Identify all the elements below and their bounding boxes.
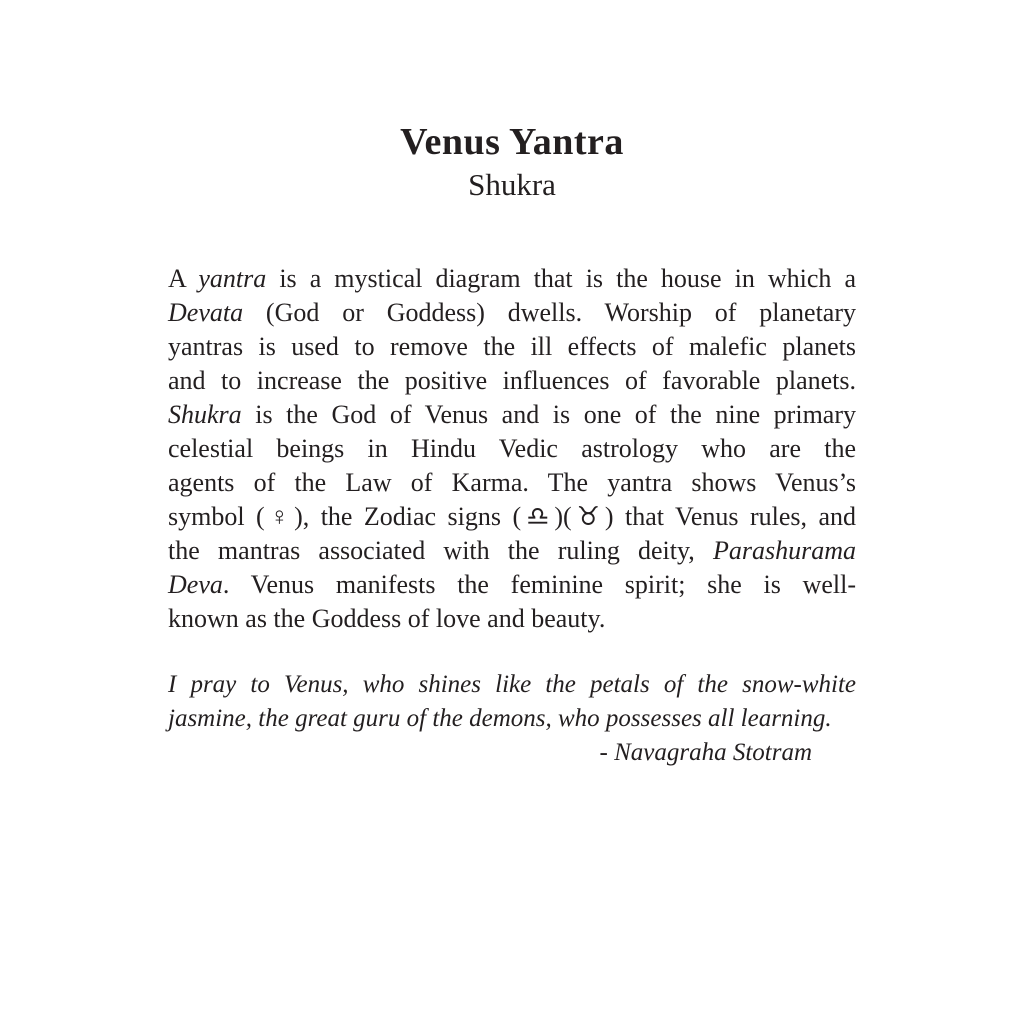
text-segment: . Venus manifests the feminine spirit; she is well- [222, 570, 856, 599]
text-segment: and to increase the positive influences of favorable planets. [168, 366, 856, 395]
text-line [168, 330, 856, 364]
text-line [168, 702, 856, 736]
page-content [168, 262, 856, 770]
text-segment: celestial beings in Hindu Vedic astrology who are the [168, 434, 856, 463]
italic-text-segment: Shukra [168, 400, 242, 429]
text-segment: agents of the Law of Karma. The yantra shows Venus’s [168, 468, 856, 497]
text-line [168, 500, 856, 534]
text-line [168, 602, 856, 636]
text-line [168, 296, 856, 330]
quote-paragraph [168, 668, 856, 736]
text-segment: is a mystical diagram that is the house in which a [266, 264, 856, 293]
italic-text-segment: Parashurama [712, 536, 856, 565]
text-line [168, 364, 856, 398]
text-segment: known as the Goddess of love and beauty. [168, 604, 606, 633]
quote-attribution: - Navagraha Stotram [599, 739, 812, 766]
text-line [168, 398, 856, 432]
italic-text-segment: jasmine, the great guru of the demons, who possesses all learning. [168, 705, 832, 732]
italic-text-segment: Devata [168, 298, 244, 327]
text-line [168, 668, 856, 702]
text-segment: (God or Goddess) dwells. Worship of planetary [243, 298, 856, 327]
text-line [168, 568, 856, 602]
page-header [0, 0, 1024, 204]
text-segment: symbol (♀︎), the Zodiac signs (♎︎)(♉︎) that Venus rules, and [168, 502, 856, 531]
text-segment: is the God of Venus and is one of the nine primary [241, 400, 856, 429]
text-segment: yantras is used to remove the ill effects of malefic planets [168, 332, 856, 361]
text-line [168, 432, 856, 466]
page-title: Venus Yantra [400, 121, 624, 163]
body-paragraph [168, 262, 856, 636]
italic-text-segment: I pray to Venus, who shines like the petals of the snow-white [168, 671, 856, 698]
text-segment: A [168, 264, 199, 293]
text-line [168, 466, 856, 500]
italic-text-segment: yantra [198, 264, 267, 293]
text-line [168, 262, 856, 296]
text-segment: the mantras associated with the ruling deity, [168, 536, 713, 565]
page-subtitle: Shukra [468, 167, 556, 202]
italic-text-segment: Deva [168, 570, 223, 599]
text-line [168, 534, 856, 568]
